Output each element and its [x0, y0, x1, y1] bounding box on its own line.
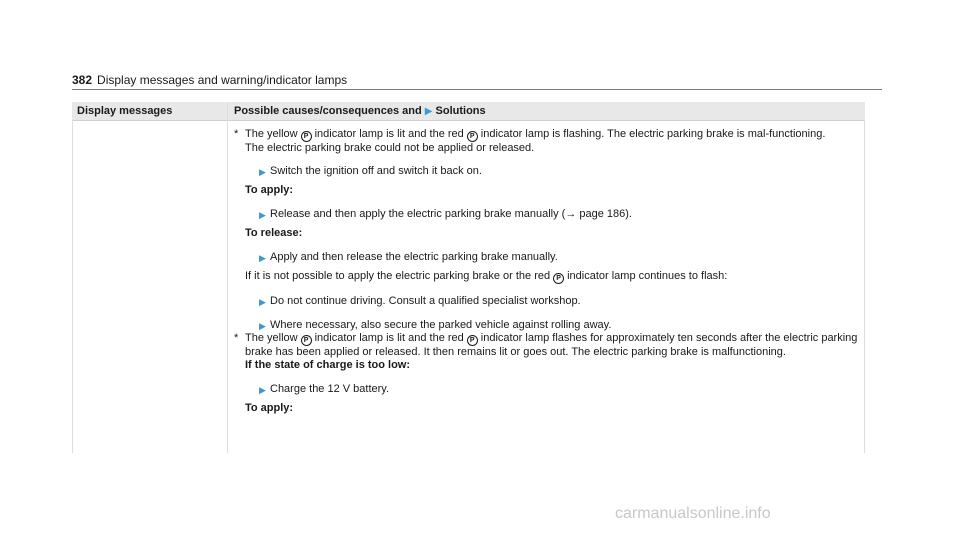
column-header-causes-solutions — [234, 105, 486, 117]
step-text: Switch the ignition off and switch it back on. — [270, 165, 482, 177]
column-header-causes-label: Possible causes/consequences and — [234, 105, 422, 117]
cause-2-text-c: indicator lamp flashes for approximately ten seconds after the electric parking brake has been applied or released. It then remains lit or goes out. The electric parking brake is malfunctioning. — [245, 332, 858, 358]
condition-not-possible — [233, 270, 858, 284]
condition-text-a: If it is not possible to apply the electric parking brake or the red — [245, 270, 551, 282]
step-switch-ignition — [233, 165, 858, 178]
heading-to-apply-2: To apply: — [245, 402, 294, 414]
column-header-display-messages: Display messages — [77, 105, 173, 117]
page-number: 382 — [72, 73, 93, 87]
header-rule — [72, 89, 882, 90]
causes-solutions-cell — [233, 128, 858, 415]
arrow-right-icon: ▶ — [259, 253, 266, 263]
step-text: Apply and then release the electric parking brake manually. — [270, 251, 558, 263]
parking-brake-lamp-icon: P — [301, 335, 312, 346]
step-text: Do not continue driving. Consult a qualified specialist workshop. — [270, 295, 581, 307]
parking-brake-lamp-icon: P — [553, 273, 564, 284]
table-right-border — [864, 120, 865, 453]
parking-brake-lamp-icon: P — [467, 131, 478, 142]
watermark: carmanualsonline.info — [615, 505, 771, 522]
step-text: Charge the 12 V battery. — [270, 383, 390, 395]
step-charge-battery — [233, 383, 858, 396]
cause-2 — [233, 332, 858, 359]
table-header — [72, 102, 865, 120]
table-left-border — [72, 120, 73, 453]
arrow-right-icon: ▶ — [424, 106, 433, 117]
arrow-right-icon: ▶ — [259, 297, 266, 307]
cause-1 — [233, 128, 858, 142]
footnote-star: * — [234, 128, 239, 140]
cause-2-text-a: The yellow — [245, 332, 298, 344]
step-apply-release — [233, 251, 858, 264]
cause-1-text-b: indicator lamp is lit and the red — [314, 128, 464, 140]
heading-to-apply: To apply: — [245, 184, 294, 196]
heading-to-release: To release: — [245, 227, 303, 239]
messages-table — [72, 102, 865, 453]
header-bottom-border — [72, 120, 865, 121]
step-secure-vehicle — [233, 319, 858, 332]
page-header — [72, 73, 347, 87]
step-release-apply — [233, 208, 858, 221]
page-title: Display messages and warning/indicator lamps — [97, 73, 348, 87]
cause-1-text-a: The yellow — [245, 128, 298, 140]
column-divider — [227, 102, 228, 453]
arrow-right-icon: ▶ — [259, 210, 266, 220]
arrow-right-icon: ▶ — [259, 167, 266, 177]
cause-2-text-b: indicator lamp is lit and the red — [314, 332, 464, 344]
step-text: Where necessary, also secure the parked vehicle against rolling away. — [270, 319, 612, 331]
arrow-right-icon: ▶ — [259, 385, 266, 395]
step-text: Release and then apply the electric parking brake manually (→ page 186). — [270, 208, 632, 220]
cause-1-line-2: The electric parking brake could not be applied or released. — [245, 142, 535, 154]
step-do-not-drive — [233, 295, 858, 308]
column-header-solutions-label: Solutions — [435, 105, 486, 117]
arrow-right-icon: ▶ — [259, 321, 266, 331]
parking-brake-lamp-icon: P — [467, 335, 478, 346]
cause-1-text-c: indicator lamp is flashing. The electric parking brake is mal-functioning. — [480, 128, 826, 140]
footnote-star: * — [234, 332, 239, 344]
condition-text-b: indicator lamp continues to flash: — [567, 270, 728, 282]
heading-low-charge: If the state of charge is too low: — [245, 359, 411, 371]
parking-brake-lamp-icon: P — [301, 131, 312, 142]
